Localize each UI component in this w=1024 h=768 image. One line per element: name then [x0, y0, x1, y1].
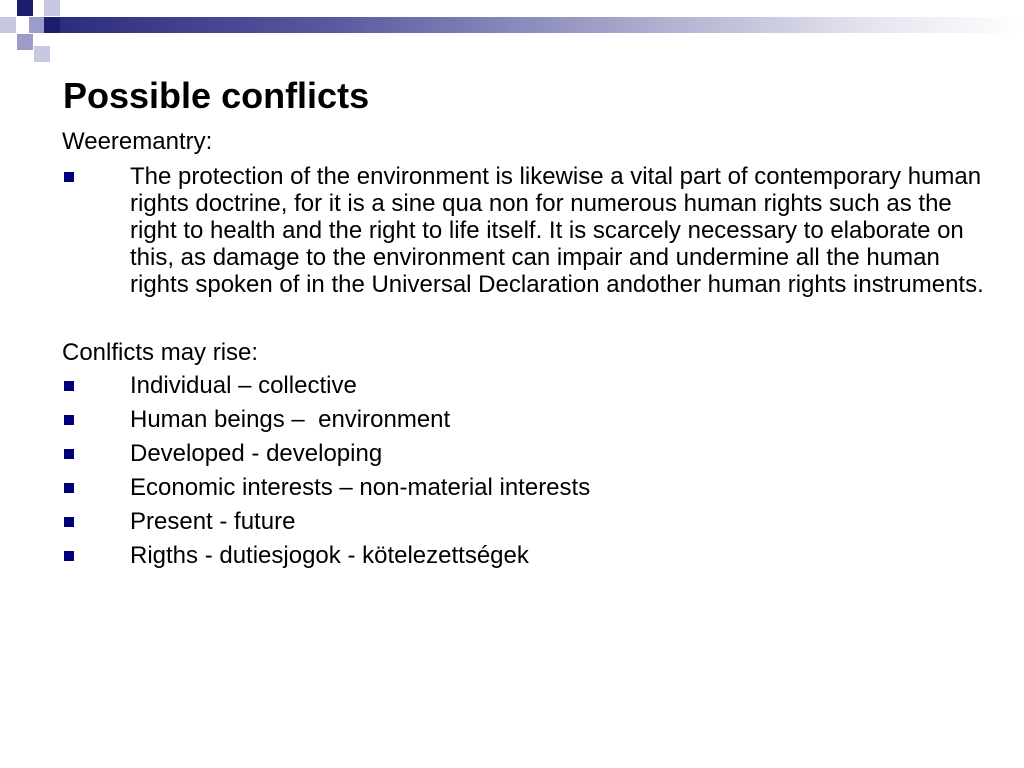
conflict-text: Rigths - dutiesjogok - kötelezettségek [130, 542, 529, 569]
square-bullet-icon [64, 483, 74, 493]
conflict-text: Present - future [130, 508, 296, 535]
deco-square [0, 17, 16, 33]
deco-square [44, 17, 60, 33]
square-bullet-icon [64, 415, 74, 425]
conflict-text: Individual – collective [130, 372, 357, 399]
deco-square [17, 34, 33, 50]
square-bullet-icon [64, 517, 74, 527]
conflict-text: Human beings – environment [130, 406, 451, 433]
list-item [62, 542, 992, 569]
list-item [62, 474, 992, 501]
quote-text: The protection of the environment is likewise a vital part of contemporary human rights doctrine, for it is a sine qua non for numerous human rights such as the right to health and the right to life itself. It is scarcely necessary to elaborate on this, as damage to the environment can impair and undermine all the human rights spoken of in the Universal Declaration andother human rights instruments. [130, 163, 984, 298]
slide-title: Possible conflicts [63, 75, 370, 116]
conflict-text: Economic interests – non-material interests [130, 474, 591, 501]
spacer [62, 298, 992, 339]
square-bullet-icon [64, 449, 74, 459]
quote-bullet [62, 163, 992, 298]
list-item [62, 440, 992, 467]
square-bullet-icon [64, 551, 74, 561]
deco-square [17, 0, 33, 16]
conflicts-list [62, 372, 992, 569]
conflicts-label: Conlficts may rise: [62, 339, 259, 366]
list-item [62, 372, 992, 399]
quote-list [62, 163, 992, 298]
square-bullet-icon [64, 381, 74, 391]
square-bullet-icon [64, 172, 74, 182]
header-gradient-bar [44, 17, 1024, 33]
deco-square [44, 0, 60, 16]
list-item [62, 406, 992, 433]
intro-label: Weeremantry: [62, 128, 213, 155]
conflict-text: Developed - developing [130, 440, 383, 467]
slide-content [62, 128, 992, 569]
list-item [62, 508, 992, 535]
header-decoration [0, 0, 1024, 64]
deco-square [29, 17, 45, 33]
deco-square [34, 46, 50, 62]
